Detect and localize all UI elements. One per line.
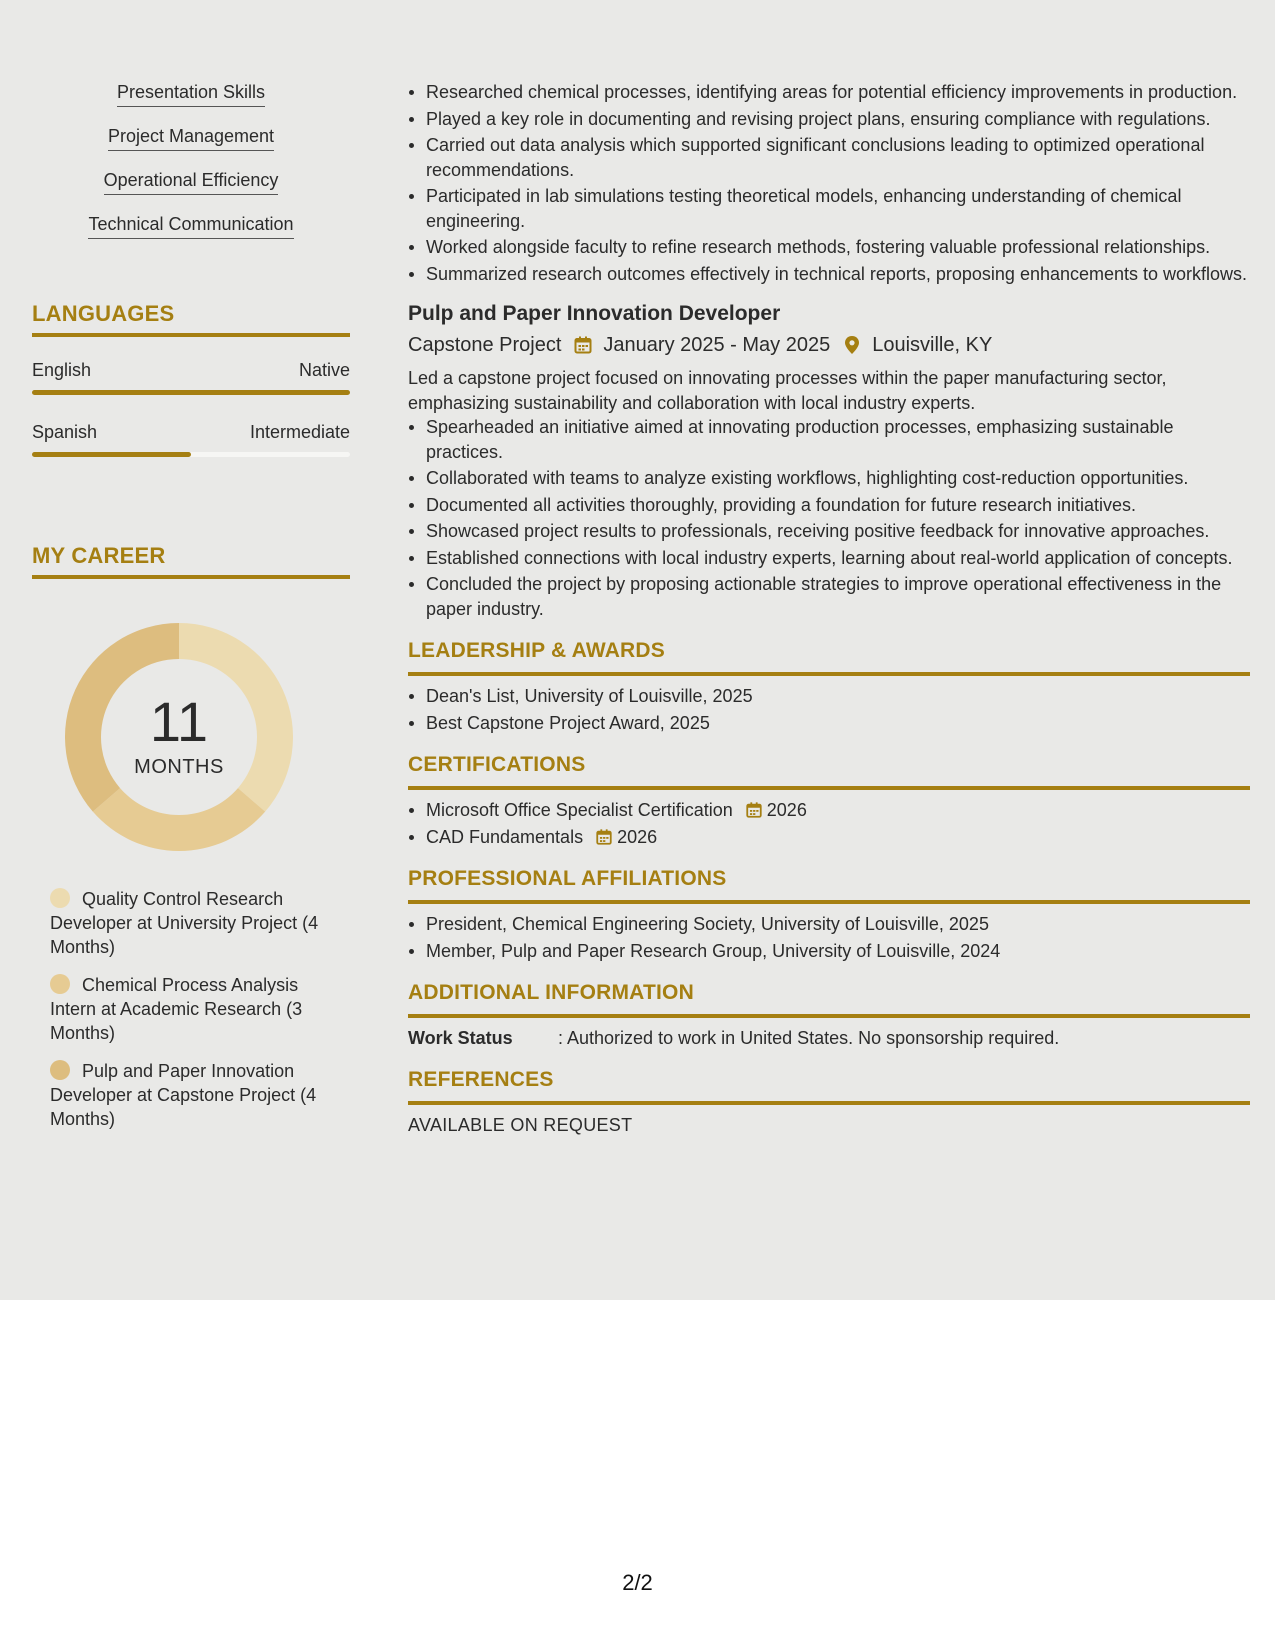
section-divider [32, 333, 350, 337]
references-heading: REFERENCES [408, 1068, 554, 1091]
list-item: Spearheaded an initiative aimed at innovating production processes, emphasizing sustainable practices. [408, 415, 1250, 464]
languages-section [32, 300, 350, 457]
list-item: Showcased project results to professionals, receiving positive feedback for innovative approaches. [408, 519, 1250, 544]
section-divider [408, 672, 1250, 676]
list-item: Member, Pulp and Paper Research Group, University of Louisville, 2024 [408, 939, 1250, 964]
legend-item [50, 1059, 330, 1131]
list-item: Concluded the project by proposing actionable strategies to improve operational effectiveness in the paper industry. [408, 572, 1250, 621]
career-heading: MY CAREER [32, 543, 166, 568]
calendar-icon [595, 828, 613, 846]
list-item: Summarized research outcomes effectively in technical reports, proposing enhancements to workflows. [408, 262, 1250, 287]
leadership-heading: LEADERSHIP & AWARDS [408, 639, 665, 662]
legend-label: Chemical Process Analysis Intern at Academic Research (3 Months) [50, 975, 303, 1043]
language-proficiency-bar [32, 452, 350, 457]
legend-item [50, 973, 330, 1045]
list-item: Worked alongside faculty to refine research methods, fostering valuable professional relationships. [408, 235, 1250, 260]
legend-label: Quality Control Research Developer at University Project (4 Months) [50, 889, 319, 957]
certification-year: 2026 [617, 826, 658, 847]
list-item: Carried out data analysis which supported significant conclusions leading to optimized operational recommendations. [408, 133, 1250, 182]
list-item [408, 825, 1250, 850]
left-column [32, 80, 350, 1129]
career-legend [50, 887, 330, 1131]
job-description: Led a capstone project focused on innovating processes within the paper manufacturing sector, emphasizing sustainability and collaboration with local industry experts. [408, 368, 1167, 413]
language-proficiency-fill [32, 390, 350, 395]
certification-name: CAD Fundamentals [426, 826, 584, 847]
calendar-icon [573, 335, 593, 355]
map-pin-icon [842, 335, 862, 355]
language-proficiency-fill [32, 452, 191, 457]
skill-item: Operational Efficiency [104, 168, 279, 195]
list-item: Best Capstone Project Award, 2025 [408, 711, 1250, 736]
work-status-value: : Authorized to work in United States. No sponsorship required. [558, 1028, 1060, 1048]
affiliations-heading: PROFESSIONAL AFFILIATIONS [408, 867, 727, 890]
previous-job-bullets [408, 80, 1250, 286]
language-name: English [32, 360, 92, 380]
affiliations-section [408, 865, 1250, 963]
list-item: Played a key role in documenting and revising project plans, ensuring compliance with regulations. [408, 107, 1250, 132]
job-organization: Capstone Project [408, 334, 562, 356]
calendar-icon [745, 801, 763, 819]
references-text: AVAILABLE ON REQUEST [408, 1115, 633, 1135]
language-level: Native [298, 360, 350, 380]
additional-info-section [408, 979, 1250, 1050]
legend-label: Pulp and Paper Innovation Developer at Capstone Project (4 Months) [50, 1061, 317, 1129]
language-level: Intermediate [249, 422, 350, 442]
job-dates: January 2025 - May 2025 [603, 334, 831, 356]
skills-list [32, 80, 350, 239]
list-item [408, 798, 1250, 823]
certification-year: 2026 [766, 800, 807, 820]
career-donut-chart [65, 623, 293, 851]
languages-heading: LANGUAGES [32, 301, 175, 326]
section-divider [408, 900, 1250, 904]
legend-item [50, 887, 330, 959]
job-location: Louisville, KY [872, 334, 993, 356]
work-status-row [408, 1026, 1250, 1050]
job-title: Pulp and Paper Innovation Developer [408, 302, 781, 325]
career-total-number: 11 [149, 690, 209, 753]
section-divider [408, 1101, 1250, 1105]
certification-name: Microsoft Office Specialist Certification [426, 800, 733, 820]
leadership-section [408, 637, 1250, 735]
additional-info-heading: ADDITIONAL INFORMATION [408, 981, 694, 1004]
section-divider [408, 1014, 1250, 1018]
list-item: Established connections with local industry experts, learning about real-world application of concepts. [408, 546, 1250, 571]
skill-item: Technical Communication [88, 212, 293, 239]
skill-item: Project Management [108, 124, 274, 151]
donut-segment-1 [93, 788, 265, 851]
language-name: Spanish [32, 422, 98, 442]
language-item [32, 359, 350, 395]
section-divider [408, 786, 1250, 790]
job-bullets [408, 415, 1250, 621]
certifications-heading: CERTIFICATIONS [408, 753, 586, 776]
list-item: President, Chemical Engineering Society, University of Louisville, 2025 [408, 912, 1250, 937]
work-status-label: Work Status [408, 1028, 513, 1048]
list-item: Collaborated with teams to analyze existing workflows, highlighting cost-reduction opportunities. [408, 466, 1250, 491]
list-item: Documented all activities thoroughly, providing a foundation for future research initiatives. [408, 493, 1250, 518]
section-divider [32, 575, 350, 579]
legend-color-dot [50, 1060, 70, 1080]
legend-color-dot [50, 974, 70, 994]
legend-color-dot [50, 888, 70, 908]
career-section [32, 542, 350, 1145]
references-section [408, 1066, 1250, 1137]
language-item [32, 421, 350, 457]
page-number: 2/2 [622, 1570, 653, 1595]
job-meta [408, 332, 1250, 358]
list-item: Dean's List, University of Louisville, 2025 [408, 684, 1250, 709]
right-column [408, 80, 1250, 1137]
language-proficiency-bar [32, 390, 350, 395]
skill-item: Presentation Skills [117, 80, 265, 107]
list-item: Participated in lab simulations testing theoretical models, enhancing understanding of chemical engineering. [408, 184, 1250, 233]
certifications-section [408, 751, 1250, 849]
list-item: Researched chemical processes, identifying areas for potential efficiency improvements in production. [408, 80, 1250, 105]
career-total-unit: MONTHS [134, 756, 224, 778]
